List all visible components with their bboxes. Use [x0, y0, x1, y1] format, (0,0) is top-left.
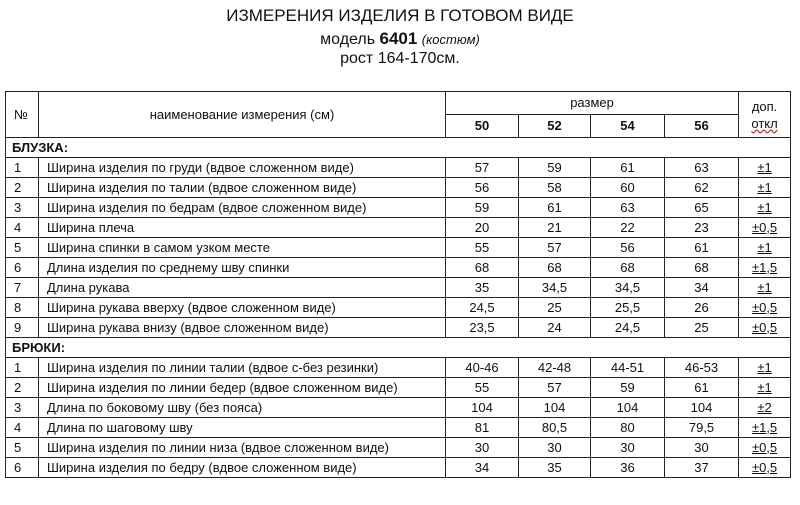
- tolerance-cell: [739, 178, 791, 198]
- size-value: 63: [591, 198, 665, 218]
- table-row: [6, 458, 791, 478]
- page-title: ИЗМЕРЕНИЯ ИЗДЕЛИЯ В ГОТОВОМ ВИДЕ: [226, 6, 574, 25]
- size-value: 20: [446, 218, 519, 238]
- tolerance-value: ±1: [757, 179, 772, 195]
- size-52-header: 52: [519, 115, 591, 138]
- size-value: 57: [519, 378, 591, 398]
- header-tolerance: [739, 92, 791, 138]
- size-value: 61: [591, 158, 665, 178]
- size-value: 57: [519, 238, 591, 258]
- size-value: 59: [591, 378, 665, 398]
- size-value: 23,5: [446, 318, 519, 338]
- size-value: 34,5: [519, 278, 591, 298]
- size-value: 104: [591, 398, 665, 418]
- header-row-1: [6, 92, 791, 115]
- size-value: 30: [519, 438, 591, 458]
- table-row: [6, 378, 791, 398]
- size-value: 44-51: [591, 358, 665, 378]
- tolerance-cell: [739, 258, 791, 278]
- table-row: [6, 318, 791, 338]
- table-row: [6, 398, 791, 418]
- size-value: 42-48: [519, 358, 591, 378]
- tolerance-cell: [739, 158, 791, 178]
- size-value: 79,5: [665, 418, 739, 438]
- size-value: 40-46: [446, 358, 519, 378]
- measurement-name: Ширина изделия по бедру (вдвое сложенном виде): [39, 458, 446, 478]
- tolerance-cell: [739, 438, 791, 458]
- size-value: 24: [519, 318, 591, 338]
- size-value: 104: [519, 398, 591, 418]
- section-row: [6, 338, 791, 358]
- size-value: 61: [665, 238, 739, 258]
- size-value: 80: [591, 418, 665, 438]
- model-label: модель: [320, 31, 376, 48]
- row-number: 6: [6, 258, 39, 278]
- header-tolerance-line1: доп.: [751, 98, 778, 114]
- tolerance-cell: [739, 278, 791, 298]
- section-row: [6, 138, 791, 158]
- tolerance-cell: [739, 318, 791, 338]
- size-value: 59: [446, 198, 519, 218]
- size-value: 23: [665, 218, 739, 238]
- measurement-name: Ширина изделия по талии (вдвое сложенном виде): [39, 178, 446, 198]
- table-row: [6, 258, 791, 278]
- size-value: 57: [446, 158, 519, 178]
- row-number: 6: [6, 458, 39, 478]
- row-number: 4: [6, 218, 39, 238]
- size-value: 59: [519, 158, 591, 178]
- section-title: БЛУЗКА:: [6, 138, 791, 158]
- tolerance-value: ±1,5: [751, 419, 778, 435]
- header-tolerance-line2: откл: [751, 115, 778, 131]
- size-value: 61: [519, 198, 591, 218]
- row-number: 1: [6, 358, 39, 378]
- size-value: 35: [446, 278, 519, 298]
- tolerance-cell: [739, 238, 791, 258]
- size-value: 21: [519, 218, 591, 238]
- size-value: 30: [665, 438, 739, 458]
- row-number: 2: [6, 378, 39, 398]
- size-value: 24,5: [446, 298, 519, 318]
- tolerance-value: ±1: [757, 279, 772, 295]
- tolerance-cell: [739, 378, 791, 398]
- table-row: [6, 298, 791, 318]
- measurement-name: Ширина изделия по линии талии (вдвое с-без резинки): [39, 358, 446, 378]
- size-value: 34,5: [591, 278, 665, 298]
- size-value: 36: [591, 458, 665, 478]
- tolerance-cell: [739, 198, 791, 218]
- size-54-header: 54: [591, 115, 665, 138]
- size-value: 30: [591, 438, 665, 458]
- tolerance-cell: [739, 458, 791, 478]
- table-row: [6, 218, 791, 238]
- measurement-name: Ширина изделия по груди (вдвое сложенном виде): [39, 158, 446, 178]
- size-value: 25: [665, 318, 739, 338]
- tolerance-value: ±0,5: [751, 219, 778, 235]
- size-value: 62: [665, 178, 739, 198]
- size-value: 63: [665, 158, 739, 178]
- size-value: 58: [519, 178, 591, 198]
- model-kind: (костюм): [421, 32, 480, 47]
- row-number: 5: [6, 238, 39, 258]
- tolerance-value: ±2: [757, 399, 772, 415]
- table-row: [6, 278, 791, 298]
- measurement-name: Длина рукава: [39, 278, 446, 298]
- tolerance-cell: [739, 358, 791, 378]
- size-value: 26: [665, 298, 739, 318]
- size-value: 56: [591, 238, 665, 258]
- table-row: [6, 178, 791, 198]
- size-value: 81: [446, 418, 519, 438]
- size-value: 104: [665, 398, 739, 418]
- tolerance-value: ±1: [757, 239, 772, 255]
- size-value: 35: [519, 458, 591, 478]
- size-value: 46-53: [665, 358, 739, 378]
- tolerance-value: ±1: [757, 359, 772, 375]
- tolerance-value: ±1,5: [751, 259, 778, 275]
- size-value: 68: [446, 258, 519, 278]
- row-number: 8: [6, 298, 39, 318]
- row-number: 1: [6, 158, 39, 178]
- size-value: 55: [446, 378, 519, 398]
- size-value: 34: [446, 458, 519, 478]
- size-value: 80,5: [519, 418, 591, 438]
- row-number: 9: [6, 318, 39, 338]
- tolerance-value: ±0,5: [751, 439, 778, 455]
- header-name: наименование измерения (см): [39, 92, 446, 138]
- table-row: [6, 238, 791, 258]
- table-row: [6, 358, 791, 378]
- row-number: 3: [6, 398, 39, 418]
- size-value: 25: [519, 298, 591, 318]
- size-value: 30: [446, 438, 519, 458]
- measurement-name: Длина по шаговому шву: [39, 418, 446, 438]
- size-value: 37: [665, 458, 739, 478]
- size-value: 68: [591, 258, 665, 278]
- size-value: 34: [665, 278, 739, 298]
- tolerance-value: ±1: [757, 159, 772, 175]
- tolerance-cell: [739, 218, 791, 238]
- header-num: №: [6, 92, 39, 138]
- measurement-name: Длина изделия по среднему шву спинки: [39, 258, 446, 278]
- table-row: [6, 438, 791, 458]
- height-line: рост 164-170см.: [340, 50, 460, 67]
- measurement-name: Ширина рукава вверху (вдвое сложенном виде): [39, 298, 446, 318]
- measurement-name: Ширина изделия по бедрам (вдвое сложенном виде): [39, 198, 446, 218]
- size-value: 56: [446, 178, 519, 198]
- tolerance-cell: [739, 398, 791, 418]
- row-number: 7: [6, 278, 39, 298]
- table-row: [6, 418, 791, 438]
- section-title: БРЮКИ:: [6, 338, 791, 358]
- table-row: [6, 198, 791, 218]
- size-value: 22: [591, 218, 665, 238]
- measurements-table: [5, 91, 791, 478]
- measurement-name: Ширина рукава внизу (вдвое сложенном виде): [39, 318, 446, 338]
- row-number: 3: [6, 198, 39, 218]
- measurement-name: Ширина изделия по линии бедер (вдвое сложенном виде): [39, 378, 446, 398]
- tolerance-value: ±0,5: [751, 319, 778, 335]
- row-number: 5: [6, 438, 39, 458]
- size-value: 60: [591, 178, 665, 198]
- size-value: 68: [519, 258, 591, 278]
- row-number: 4: [6, 418, 39, 438]
- tolerance-value: ±0,5: [751, 459, 778, 475]
- row-number: 2: [6, 178, 39, 198]
- table-row: [6, 158, 791, 178]
- size-value: 68: [665, 258, 739, 278]
- size-value: 25,5: [591, 298, 665, 318]
- size-56-header: 56: [665, 115, 739, 138]
- size-value: 24,5: [591, 318, 665, 338]
- size-value: 104: [446, 398, 519, 418]
- tolerance-value: ±1: [757, 379, 772, 395]
- size-value: 65: [665, 198, 739, 218]
- tolerance-cell: [739, 418, 791, 438]
- header-size: размер: [446, 92, 739, 115]
- measurement-name: Ширина изделия по линии низа (вдвое сложенном виде): [39, 438, 446, 458]
- size-value: 55: [446, 238, 519, 258]
- tolerance-value: ±0,5: [751, 299, 778, 315]
- model-line: [0, 29, 800, 49]
- tolerance-value: ±1: [757, 199, 772, 215]
- measurement-name: Ширина спинки в самом узком месте: [39, 238, 446, 258]
- tolerance-cell: [739, 298, 791, 318]
- measurement-name: Ширина плеча: [39, 218, 446, 238]
- size-value: 61: [665, 378, 739, 398]
- measurement-name: Длина по боковому шву (без пояса): [39, 398, 446, 418]
- model-number: 6401: [379, 29, 418, 48]
- size-50-header: 50: [446, 115, 519, 138]
